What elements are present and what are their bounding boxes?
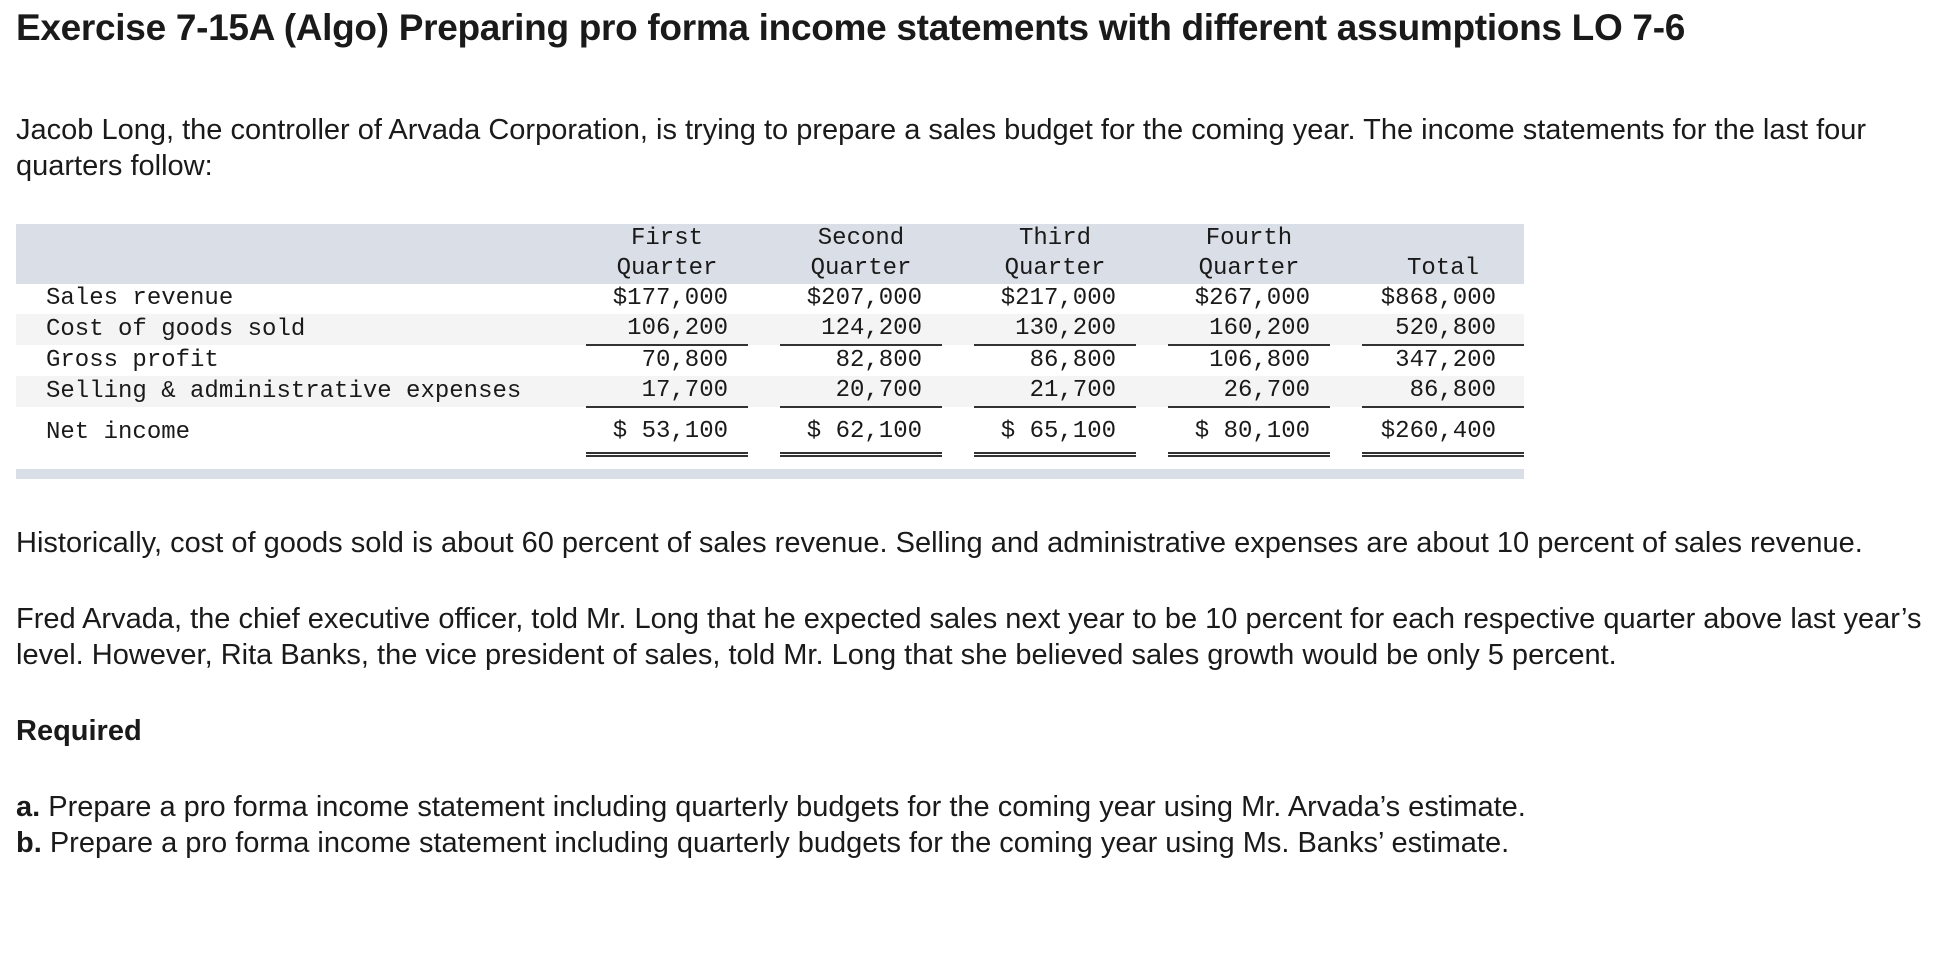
header-gap xyxy=(748,254,780,284)
page-title: Exercise 7-15A (Algo) Preparing pro forma income statements with different assumptions LO 7-6 xyxy=(16,7,1686,48)
header-gap xyxy=(1136,224,1168,254)
cell-value: $260,400 xyxy=(1362,407,1524,455)
row-label: Selling & administrative expenses xyxy=(16,376,586,407)
income-statement-table-wrap xyxy=(16,224,1524,479)
cell-value: 17,700 xyxy=(586,376,748,407)
cell-value: $ 53,100 xyxy=(586,407,748,455)
header-gap xyxy=(748,224,780,254)
header-blank xyxy=(16,254,586,284)
row-label: Net income xyxy=(46,418,191,446)
cell-value: 82,800 xyxy=(835,347,922,374)
cell-gap xyxy=(1330,345,1362,376)
header-gap xyxy=(1330,224,1362,254)
cell-gap xyxy=(748,314,780,345)
header-total-line2: Total xyxy=(1362,254,1524,284)
cell-value: $ 80,100 xyxy=(1168,407,1330,455)
cell-value: 347,200 xyxy=(1395,347,1496,374)
estimates-paragraph: Fred Arvada, the chief executive officer, told Mr. Long that he expected sales next year to be 10 percent for each respective quarter above last year’s level. However, Rita Banks, the vice president of sales, told Mr. Long that she believed sales growth would be only 5 percent. xyxy=(16,603,1922,671)
header-total-line1 xyxy=(1362,224,1524,254)
cell-value: $267,000 xyxy=(1194,285,1310,312)
cell-value: 20,700 xyxy=(780,376,942,407)
cell-value: $868,000 xyxy=(1380,285,1496,312)
cell-gap xyxy=(1330,314,1362,345)
header-q1-line2: Quarter xyxy=(586,254,748,284)
requirement-text: Prepare a pro forma income statement including quarterly budgets for the coming year using Ms. Banks’ estimate. xyxy=(41,827,1510,859)
header-q1-line1: First xyxy=(586,224,748,254)
cell-value: 130,200 xyxy=(974,314,1136,345)
header-gap xyxy=(1136,254,1168,284)
requirement-text: Prepare a pro forma income statement including quarterly budgets for the coming year using Mr. Arvada’s estimate. xyxy=(40,791,1526,823)
header-q4-line2: Quarter xyxy=(1168,254,1330,284)
cell-value: 124,200 xyxy=(780,314,942,345)
table-row-net-income xyxy=(16,407,1524,455)
cell-gap xyxy=(942,345,974,376)
requirement-marker: b. xyxy=(16,827,42,859)
header-gap xyxy=(942,224,974,254)
cell-gap xyxy=(942,284,974,314)
cell-gap xyxy=(942,314,974,345)
cell-value: 86,800 xyxy=(1029,347,1116,374)
cell-gap xyxy=(942,407,974,455)
header-gap xyxy=(1330,254,1362,284)
intro-paragraph: Jacob Long, the controller of Arvada Corporation, is trying to prepare a sales budget for the coming year. The income statements for the last four quarters follow: xyxy=(16,114,1867,182)
cell-gap xyxy=(748,345,780,376)
table-header-row-1 xyxy=(16,224,1524,254)
cell-value: 86,800 xyxy=(1362,376,1524,407)
cell-value: 160,200 xyxy=(1168,314,1330,345)
cell-value: 520,800 xyxy=(1362,314,1524,345)
header-q3-line2: Quarter xyxy=(974,254,1136,284)
header-q2-line2: Quarter xyxy=(780,254,942,284)
cell-value: $217,000 xyxy=(1000,285,1116,312)
cell-gap xyxy=(1136,345,1168,376)
header-q2-line1: Second xyxy=(780,224,942,254)
cell-gap xyxy=(748,284,780,314)
requirement-a xyxy=(16,789,1936,825)
required-heading: Required xyxy=(16,715,142,747)
cell-gap xyxy=(942,376,974,407)
header-q3-line1: Third xyxy=(974,224,1136,254)
cell-value: $ 62,100 xyxy=(780,407,942,455)
cell-value: 106,800 xyxy=(1209,347,1310,374)
header-gap xyxy=(942,254,974,284)
table-row-sales-revenue xyxy=(16,284,1524,314)
history-paragraph: Historically, cost of goods sold is about 60 percent of sales revenue. Selling and administrative expenses are about 10 percent of sales revenue. xyxy=(16,527,1863,559)
income-statement-table xyxy=(16,224,1524,457)
cell-gap xyxy=(1136,376,1168,407)
header-q4-line1: Fourth xyxy=(1168,224,1330,254)
table-bottom-bar xyxy=(16,469,1524,479)
table-header-row-2 xyxy=(16,254,1524,284)
header-blank xyxy=(16,224,586,254)
cell-value: 21,700 xyxy=(974,376,1136,407)
cell-value: 106,200 xyxy=(586,314,748,345)
cell-gap xyxy=(1136,284,1168,314)
table-row-gross-profit xyxy=(16,345,1524,376)
cell-gap xyxy=(1330,284,1362,314)
cell-gap xyxy=(1330,407,1362,455)
requirements-list xyxy=(16,789,1936,861)
cell-value: $177,000 xyxy=(612,285,728,312)
cell-gap xyxy=(1136,314,1168,345)
row-label: Cost of goods sold xyxy=(16,314,586,345)
cell-value: 70,800 xyxy=(641,347,728,374)
requirement-b xyxy=(16,825,1936,861)
requirement-marker: a. xyxy=(16,791,41,823)
cell-value: $207,000 xyxy=(806,285,922,312)
cell-gap xyxy=(1330,376,1362,407)
exercise-page xyxy=(16,0,1936,861)
cell-value: $ 65,100 xyxy=(974,407,1136,455)
cell-gap xyxy=(1136,407,1168,455)
cell-gap xyxy=(748,376,780,407)
row-label: Gross profit xyxy=(46,346,219,374)
cell-value: 26,700 xyxy=(1168,376,1330,407)
cell-gap xyxy=(748,407,780,455)
row-label: Sales revenue xyxy=(46,285,234,312)
table-row-cost-of-goods-sold xyxy=(16,314,1524,345)
table-row-selling-admin-expenses xyxy=(16,376,1524,407)
